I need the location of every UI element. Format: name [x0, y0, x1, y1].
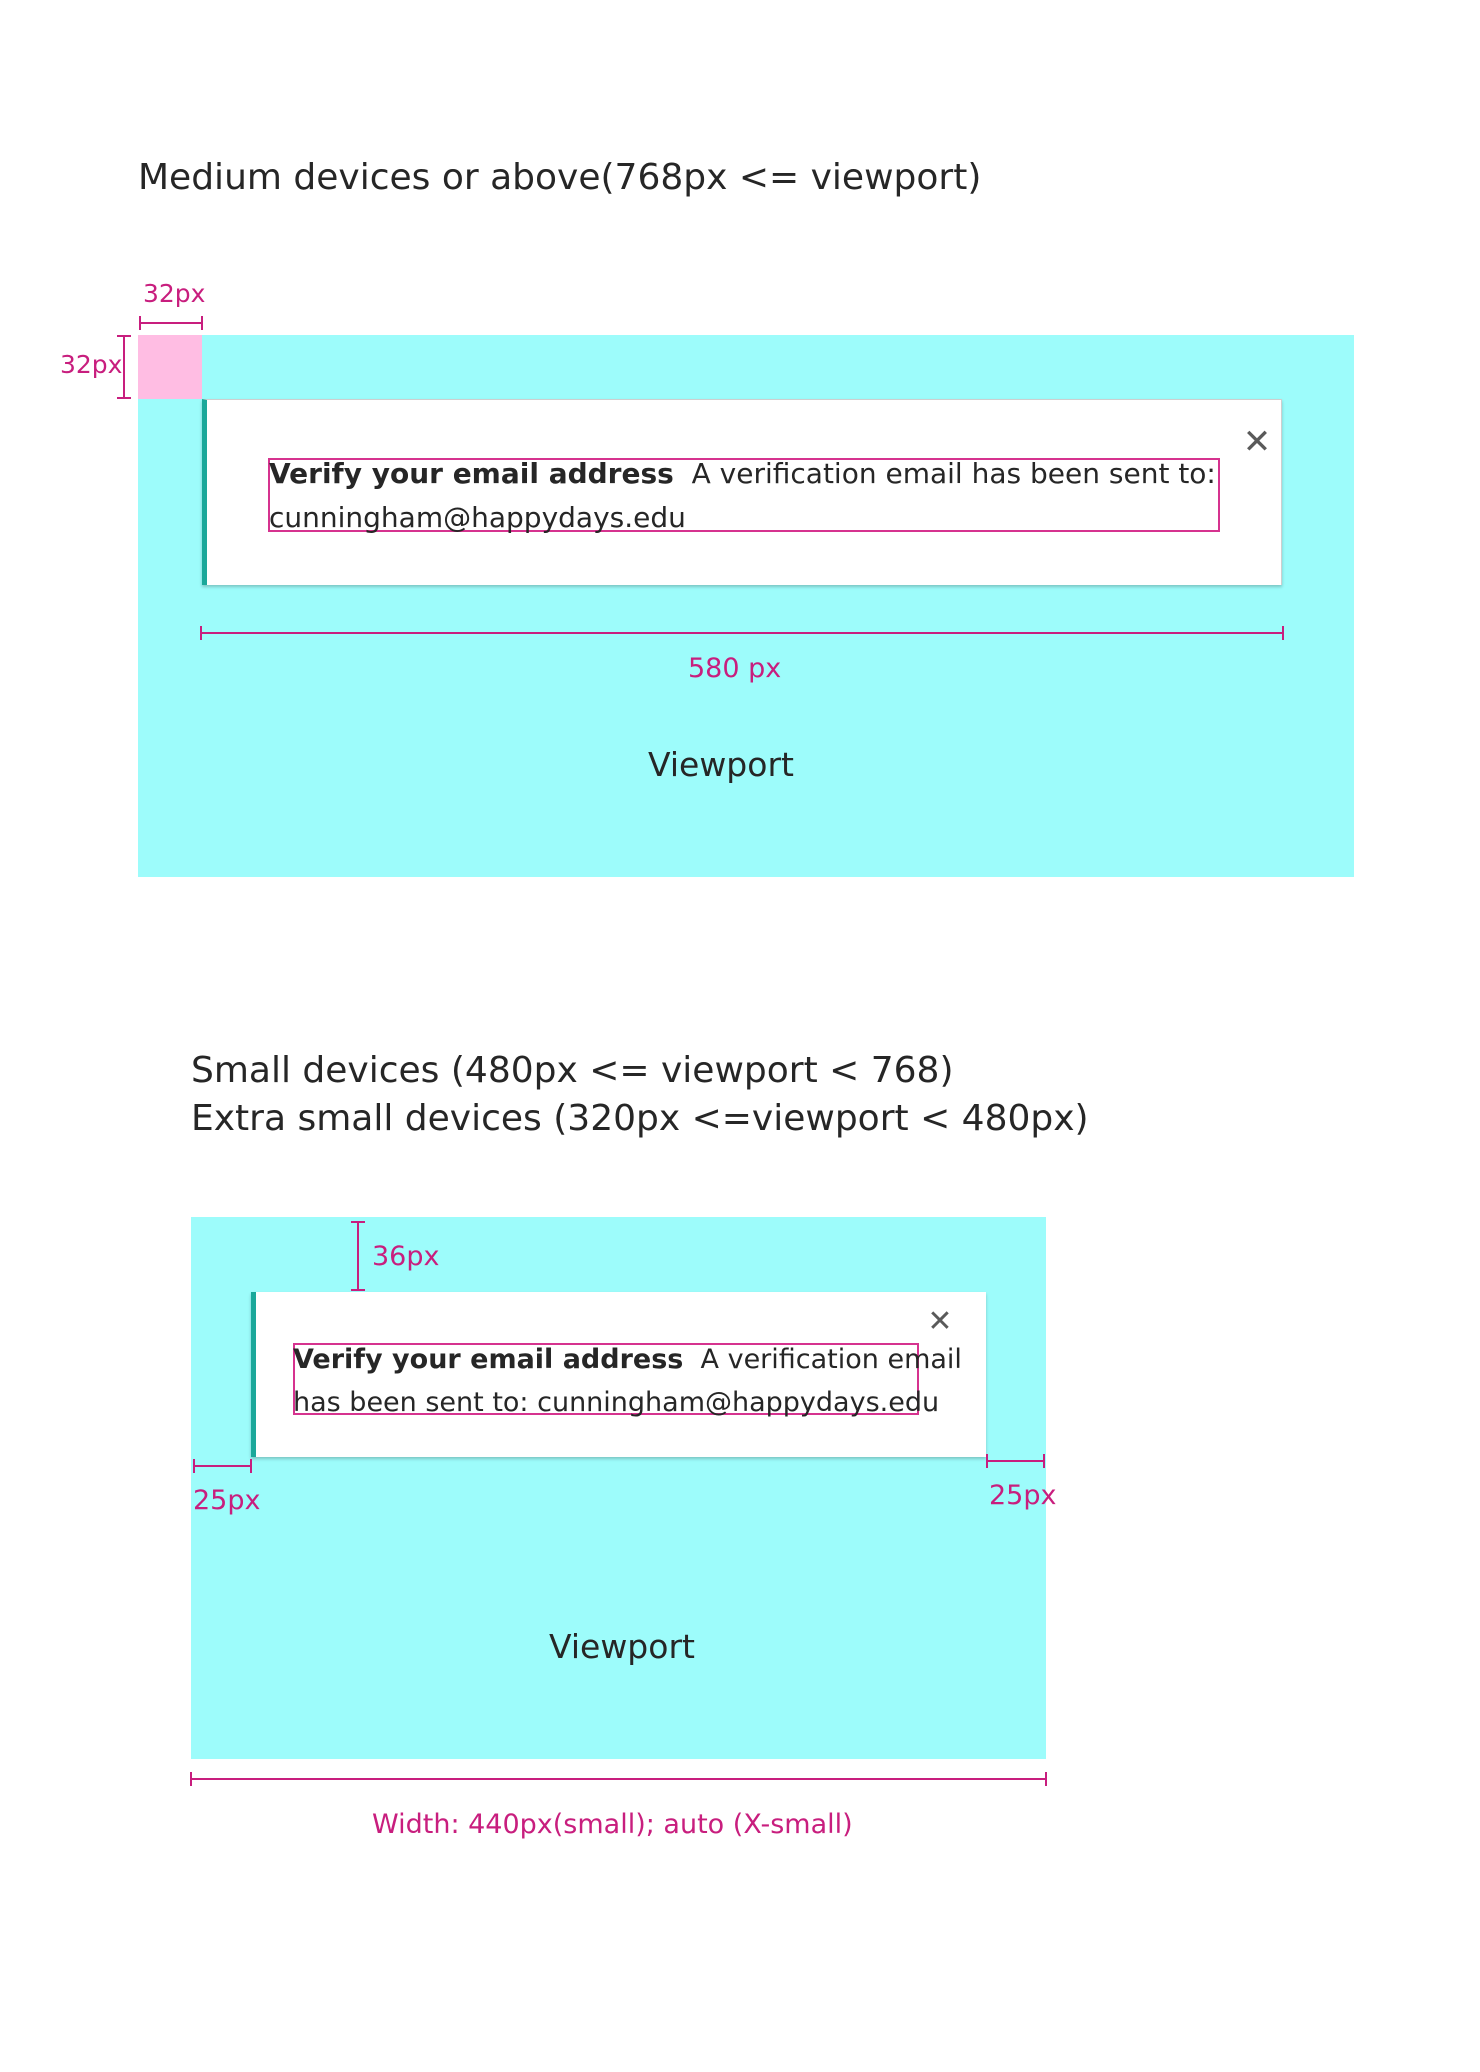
- close-icon[interactable]: ✕: [1242, 422, 1272, 462]
- close-icon[interactable]: ✕: [927, 1304, 953, 1339]
- medium-dim-width-label: 580 px: [688, 653, 782, 684]
- small-viewport-label: Viewport: [549, 1627, 695, 1666]
- small-dim-width-label: Width: 440px(small); auto (X-small): [372, 1809, 853, 1840]
- small-dim-right-marker: [986, 1454, 1045, 1468]
- spacing-block: [138, 335, 202, 399]
- medium-viewport-label: Viewport: [648, 745, 794, 784]
- notification-card-small: [251, 1292, 986, 1457]
- medium-dim-top-label: 32px: [143, 279, 206, 308]
- notification-title: Verify your email address: [269, 457, 674, 490]
- small-viewport: [191, 1217, 1046, 1759]
- medium-dim-top-marker: [139, 316, 203, 330]
- notification-text-line2: has been sent to: cunningham@happydays.edu: [293, 1387, 940, 1418]
- medium-viewport: [138, 335, 1354, 877]
- medium-dim-left-marker: [117, 335, 131, 399]
- notification-text-line2: cunningham@happydays.edu: [269, 501, 686, 534]
- notification-message: [269, 452, 1216, 540]
- small-dim-top-label: 36px: [372, 1241, 440, 1272]
- notification-text-line1: A verification email: [700, 1344, 962, 1375]
- notification-title: Verify your email address: [293, 1344, 684, 1375]
- small-dim-right-label: 25px: [989, 1480, 1057, 1511]
- small-section-heading-line2: Extra small devices (320px <=viewport < 480px): [191, 1098, 1089, 1139]
- medium-dim-width-marker: [200, 626, 1284, 640]
- small-dim-width-marker: [190, 1772, 1047, 1786]
- small-dim-top-marker: [351, 1221, 365, 1291]
- small-dim-left-marker: [193, 1459, 252, 1473]
- notification-text-line1: A verification email has been sent to:: [691, 457, 1216, 490]
- medium-dim-left-label: 32px: [60, 350, 123, 379]
- notification-card-medium: [202, 399, 1282, 585]
- small-dim-left-label: 25px: [193, 1485, 261, 1516]
- small-section-heading-line1: Small devices (480px <= viewport < 768): [191, 1050, 954, 1091]
- medium-section-heading: Medium devices or above(768px <= viewport): [138, 157, 982, 198]
- notification-message: [293, 1338, 962, 1424]
